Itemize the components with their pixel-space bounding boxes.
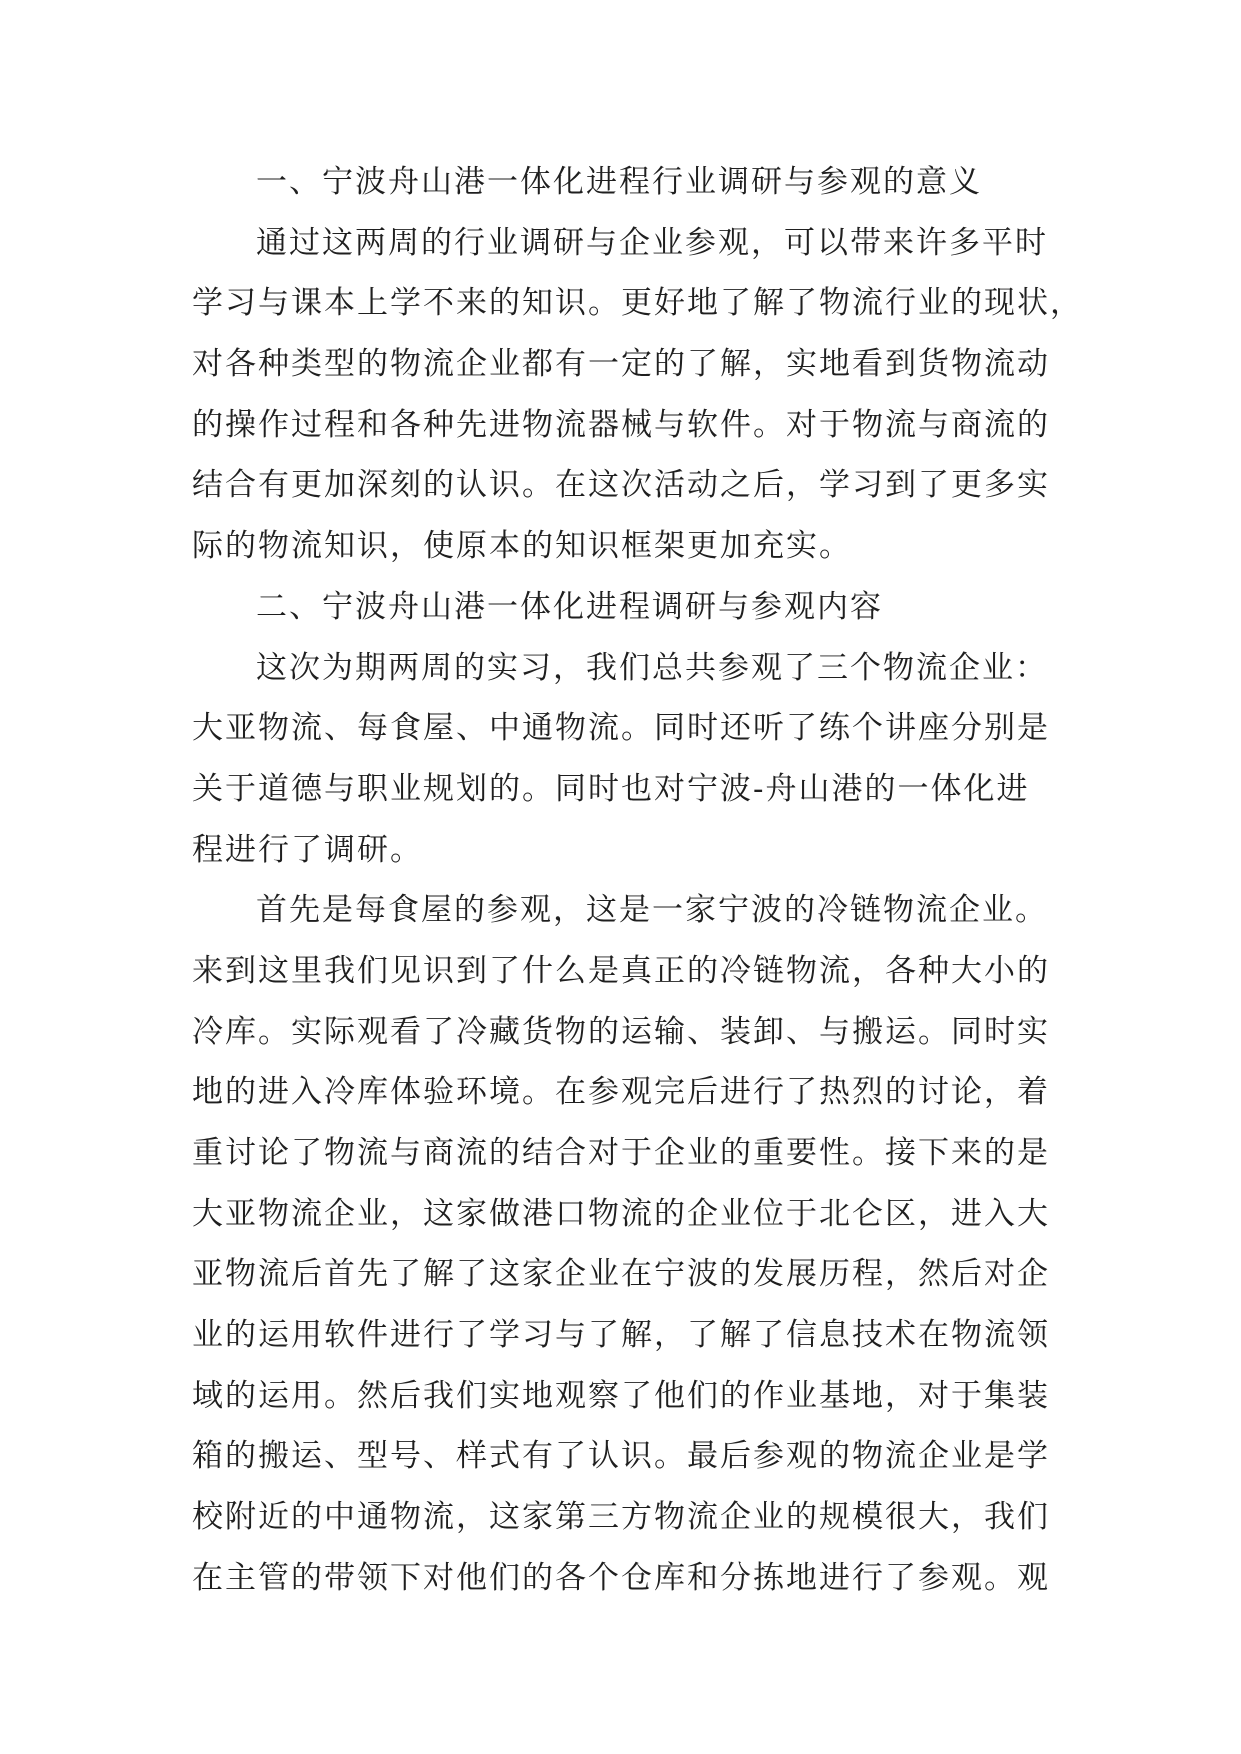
- paragraph-line: 业的运用软件进行了学习与了解，了解了信息技术在物流领: [192, 1317, 1050, 1354]
- paragraph-line: 关于道德与职业规划的。同时也对宁波-舟山港的一体化进: [192, 770, 1030, 807]
- paragraph-line: 地的进入冷库体验环境。在参观完后进行了热烈的讨论，着: [192, 1074, 1050, 1111]
- section-heading-1: 一、宁波舟山港一体化进程行业调研与参观的意义: [256, 164, 982, 200]
- paragraph-line: 大亚物流企业，这家做港口物流的企业位于北仑区，进入大: [192, 1195, 1050, 1232]
- paragraph-line: 重讨论了物流与商流的结合对于企业的重要性。接下来的是: [192, 1135, 1050, 1171]
- paragraph-line: 际的物流知识，使原本的知识框架更加充实。: [192, 528, 852, 565]
- paragraph-line: 结合有更加深刻的认识。在这次活动之后，学习到了更多实: [192, 467, 1050, 504]
- paragraph-line: 对各种类型的物流企业都有一定的了解，实地看到货物流动: [192, 346, 1050, 383]
- paragraph-line: 冷库。实际观看了冷藏货物的运输、装卸、与搬运。同时实: [192, 1013, 1050, 1050]
- section-heading-2: 二、宁波舟山港一体化进程调研与参观内容: [256, 588, 883, 625]
- paragraph-line: 通过这两周的行业调研与企业参观，可以带来许多平时: [256, 224, 1048, 261]
- paragraph-line: 学习与课本上学不来的知识。更好地了解了物流行业的现状，: [192, 285, 1083, 322]
- paragraph-line: 来到这里我们见识到了什么是真正的冷链物流，各种大小的: [192, 952, 1050, 989]
- paragraph-line: 域的运用。然后我们实地观察了他们的作业基地，对于集装: [192, 1377, 1050, 1414]
- paragraph-line: 箱的搬运、型号、样式有了认识。最后参观的物流企业是学: [192, 1438, 1050, 1475]
- paragraph-line: 的操作过程和各种先进物流器械与软件。对于物流与商流的: [192, 406, 1050, 443]
- paragraph-line: 亚物流后首先了解了这家企业在宁波的发展历程，然后对企: [192, 1256, 1050, 1293]
- paragraph-line: 大亚物流、每食屋、中通物流。同时还听了练个讲座分别是: [192, 710, 1050, 747]
- paragraph-line: 这次为期两周的实习，我们总共参观了三个物流企业：: [256, 649, 1048, 686]
- paragraph-line: 在主管的带领下对他们的各个仓库和分拣地进行了参观。观: [192, 1559, 1050, 1596]
- paragraph-line: 校附近的中通物流，这家第三方物流企业的规模很大，我们: [192, 1499, 1050, 1536]
- paragraph-line: 首先是每食屋的参观，这是一家宁波的冷链物流企业。: [256, 892, 1048, 929]
- document-body: [192, 152, 1092, 1609]
- paragraph-line: 程进行了调研。: [192, 831, 423, 868]
